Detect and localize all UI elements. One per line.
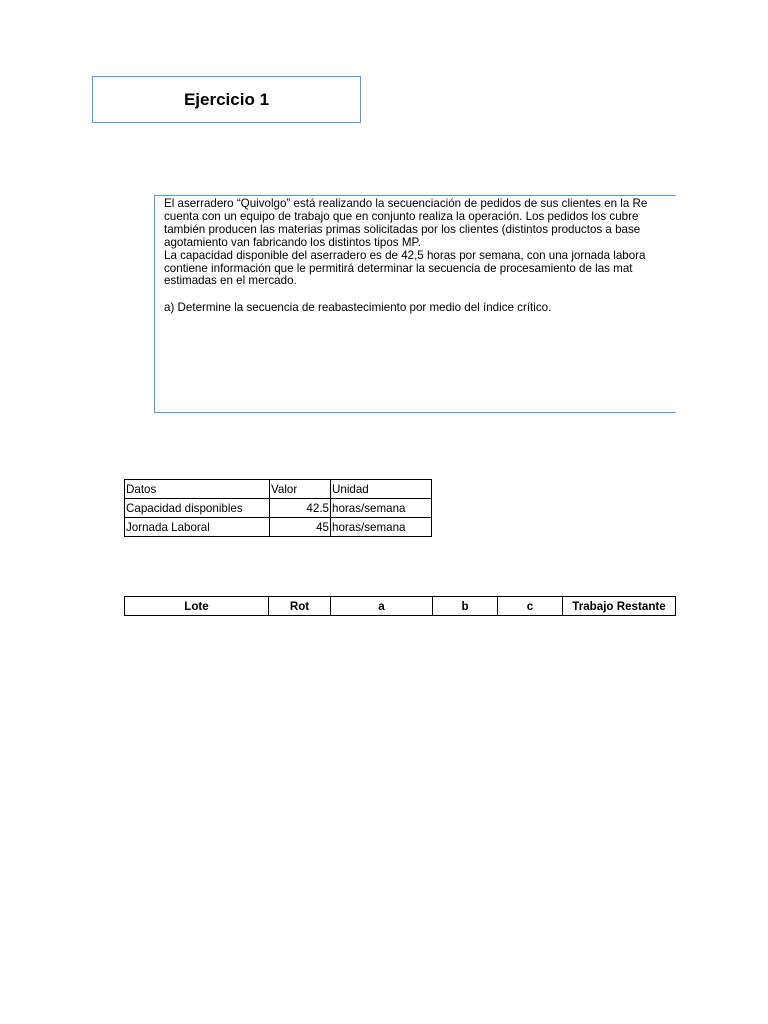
header-cell-c[interactable]: c: [498, 597, 563, 616]
table-header-row: [125, 480, 432, 499]
table-cell[interactable]: Capacidad disponibles: [125, 499, 270, 518]
statement-line: La capacidad disponible del aserradero es de 42,5 horas por semana, con una jornada labora: [164, 248, 646, 262]
header-cell-unidad[interactable]: Unidad: [331, 480, 432, 499]
header-cell-datos[interactable]: Datos: [125, 480, 270, 499]
statement-line: estimadas en el mercado.: [164, 274, 297, 288]
title-box: [92, 76, 361, 123]
statement-line: también producen las materias primas solicitadas por los clientes (distintos productos a base: [164, 222, 641, 236]
table-cell[interactable]: horas/semana: [331, 499, 432, 518]
header-cell-rot[interactable]: Rot: [269, 597, 331, 616]
table-cell[interactable]: horas/semana: [331, 518, 432, 537]
statement-line: contiene información que le permitirá determinar la secuencia de procesamiento de las mat: [164, 261, 633, 275]
paragraph-gap: [164, 288, 676, 302]
statement-text-box: [154, 195, 676, 413]
page-title: Ejercicio 1: [183, 89, 270, 109]
header-cell-a[interactable]: a: [331, 597, 433, 616]
lotes-table: [124, 596, 676, 616]
header-cell-lote[interactable]: Lote: [125, 597, 269, 616]
table-row: [125, 499, 432, 518]
table-header-row: [125, 597, 676, 616]
statement-line: agotamiento van fabricando los distintos tipos MP.: [164, 235, 421, 249]
header-cell-trabajo-restante[interactable]: Trabajo Restante: [563, 597, 676, 616]
table-cell[interactable]: 45: [270, 518, 331, 537]
statement-line: El aserradero “Quivolgo” está realizando la secuenciación de pedidos de sus clientes en la Re: [164, 197, 648, 210]
table-cell[interactable]: Jornada Laboral: [125, 518, 270, 537]
header-cell-b[interactable]: b: [433, 597, 498, 616]
header-cell-valor[interactable]: Valor: [270, 480, 331, 499]
datos-table: [124, 479, 432, 537]
statement-line: cuenta con un equipo de trabajo que en conjunto realiza la operación. Los pedidos los cubre: [164, 209, 639, 223]
statement-question: a) Determine la secuencia de reabastecimiento por medio del índice crítico.: [164, 301, 552, 315]
table-cell[interactable]: 42.5: [270, 499, 331, 518]
table-row: [125, 518, 432, 537]
